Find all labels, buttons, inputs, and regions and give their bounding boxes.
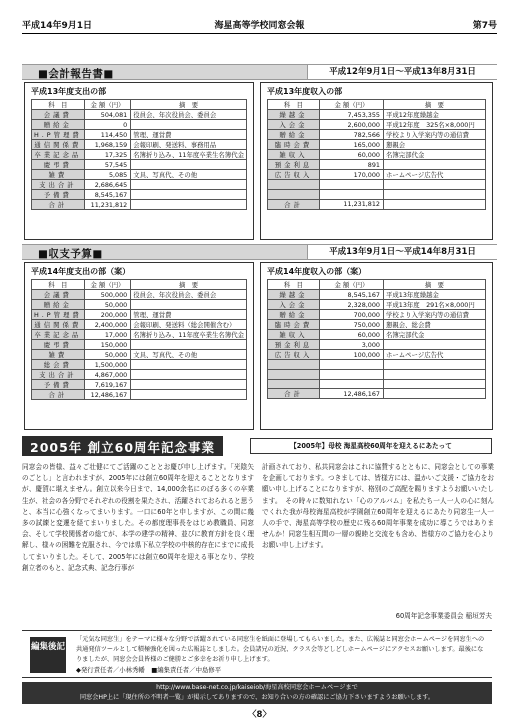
note-cell: 名簿折り込み、11年度卒業生名簿代金 xyxy=(131,330,247,340)
table-row xyxy=(268,360,486,370)
table-row xyxy=(32,310,247,320)
item-cell: H.P管理費 xyxy=(32,310,85,320)
item-cell: 合計 xyxy=(268,199,320,209)
expense-2014-table xyxy=(31,279,247,400)
amount-cell: 4,867,000 xyxy=(84,370,130,380)
item-cell: 入会金 xyxy=(268,300,320,310)
section-accounting-bar xyxy=(22,64,497,80)
note-cell: ホームページ広告代 xyxy=(384,350,486,360)
note-cell: 名簿完部代金 xyxy=(384,150,486,160)
note-cell: 平成13年度 291名×8,000円 xyxy=(384,300,486,310)
editor-notes-text: 「元気な同窓生」をテーマに様々な分野で活躍されている同窓生を紙面に登場してもらいました。また、広報誌と同窓会ホームページを同窓生への共通発信ツールとして積極強化を図った広報誌としました。会員諸兄の近況、クラス会等どしどしホームページにアクセスお願いします。最後になりましたが、同窓会会員皆様のご健勝とご多幸をお祈り申し上げます。 xyxy=(76,636,485,663)
amount-cell: 500,000 xyxy=(84,290,130,300)
amount-cell: 50,000 xyxy=(84,300,130,310)
table-row xyxy=(268,310,486,320)
column-header: 摘 要 xyxy=(384,280,486,290)
note-cell: 懇親会 xyxy=(384,140,486,150)
issue-date: 平成14年9月1日 xyxy=(22,21,93,31)
footer-url[interactable]: http://www.base-net.co.jp/kaiseiob/海星高校同窓会ホームページまで xyxy=(156,684,358,691)
item-cell: 贈給金 xyxy=(32,300,85,310)
column-header: 金 額（円） xyxy=(320,100,384,110)
note-cell xyxy=(131,340,247,350)
note-cell: 会報印刷、発送料（総会開催含む） xyxy=(131,320,247,330)
item-cell: 繰越金 xyxy=(268,110,320,120)
event-text-right: 計画されており、私共同窓会はこれに協賛するとともに、同窓会としての事業を企画しております。つきましては、皆様方には、温かいご支援・ご協力をお願い申し上げることになりますが、格別のご高配を賜りますようお願いいたします。 その時々に数知れない「心のアルバム」を私たち一人一人の心に刻んでくれた我が母校海星高校が学園創立60周年を迎えるにあたり同窓生一人一人の手で、海星高等学校の歴史に残る60周年事業を成功に導こうではありませんか！同窓生相互間の一層の親睦と交流をも含め、皆様方のご協力を心よりお願い申し上げます。 xyxy=(262,463,494,550)
item-cell: 通信関係費 xyxy=(32,140,85,150)
income-2014-box xyxy=(260,262,493,430)
amount-cell: 7,453,355 xyxy=(320,110,384,120)
item-cell: 総会費 xyxy=(32,360,85,370)
event-header xyxy=(22,436,492,456)
table-row xyxy=(268,320,486,330)
section-accounting-title: ■会計報告書■ xyxy=(38,68,114,80)
column-header: 科 目 xyxy=(32,100,85,110)
income-2014-table xyxy=(267,279,486,399)
item-cell: 支出合計 xyxy=(32,180,85,190)
note-cell xyxy=(131,380,247,390)
item-cell xyxy=(268,360,320,370)
amount-cell: 700,000 xyxy=(320,310,384,320)
newsletter-title: 海星高等学校同窓会報 xyxy=(214,21,305,31)
income-2013-table xyxy=(267,99,486,210)
item-cell xyxy=(268,180,320,190)
section-budget-title: ■収支予算■ xyxy=(38,248,103,260)
table-row xyxy=(268,120,486,130)
amount-cell xyxy=(320,180,384,190)
note-cell: 会報印刷、発送料、事務用品 xyxy=(131,140,247,150)
table-row xyxy=(268,199,486,209)
table-row xyxy=(32,380,247,390)
amount-cell: 165,000 xyxy=(320,140,384,150)
expense-2013-title: 平成13年度支出の部 xyxy=(31,87,107,96)
note-cell: 役員会、年次役員会、委員会 xyxy=(131,290,247,300)
note-cell xyxy=(131,160,247,170)
event-text-left: 同窓会の皆様、益々ご壮健にてご活躍のこととお慶び申し上げます。「光陰矢のごとし」と言われますが、2005年には創立60周年を迎えることとなりますが、慶賀に堪えません。創立以来今日まで、14,000余名にのぼる多くの卒業生が、社会の各分野でそれぞれの役割を果たされ、活躍されておられると思うと、本当に心強くなってまいります。一口に60年と申しますが、この間に幾多の試練と変遷を経てまいりました。その都度理事長をはじめ教職員、同窓会、そして学校関係者の総てが、本学の建学の精神、並びに教育方針を良く理解し、様々の困難を克服され、今では県下私立学校の中核的存在にまでに成長してまいりました。そして、2005年には創立60周年を迎える事となり、学校創立者のもと、記念式典、記念行事が xyxy=(22,463,254,572)
table-row xyxy=(32,390,247,400)
expense-2014-box xyxy=(24,262,254,430)
item-cell: 贈給金 xyxy=(268,130,320,140)
table-row xyxy=(32,320,247,330)
note-cell: 名簿完部代金 xyxy=(384,330,486,340)
item-cell: 合計 xyxy=(32,200,85,210)
table-header-row xyxy=(32,100,247,110)
note-cell: 懇親会、総会費 xyxy=(384,320,486,330)
table-row xyxy=(268,140,486,150)
note-cell xyxy=(131,360,247,370)
note-cell xyxy=(384,360,486,370)
footer-banner xyxy=(22,682,492,704)
table-row xyxy=(268,170,486,180)
expense-2013-table xyxy=(31,99,247,210)
item-cell: 臨時会費 xyxy=(268,320,320,330)
item-cell: 卒業記念品 xyxy=(32,150,85,160)
note-cell xyxy=(131,370,247,380)
event-signature: 60周年記念事業委員会 稲垣芳夫 xyxy=(395,612,492,620)
table-row xyxy=(32,360,247,370)
item-cell: 慶弔費 xyxy=(32,160,85,170)
note-cell xyxy=(131,190,247,200)
note-cell: 平成12年度繰越金 xyxy=(384,110,486,120)
event-subtitle: 【2005年】母校 海星高校60周年を迎えるにあたって xyxy=(250,438,492,454)
item-cell: 預金利息 xyxy=(268,340,320,350)
table-row xyxy=(268,110,486,120)
table-row xyxy=(32,300,247,310)
item-cell: 雑費 xyxy=(32,350,85,360)
table-row xyxy=(32,170,247,180)
section-budget-period: 平成13年9月1日～平成14年8月31日 xyxy=(307,245,497,259)
section-accounting-period: 平成12年9月1日～平成13年8月31日 xyxy=(307,65,497,79)
amount-cell: 1,968,159 xyxy=(84,140,130,150)
table-row xyxy=(32,290,247,300)
table-row xyxy=(268,180,486,190)
table-row xyxy=(32,340,247,350)
item-cell: 会議費 xyxy=(32,110,85,120)
item-cell: 入会金 xyxy=(268,120,320,130)
amount-cell: 2,600,000 xyxy=(320,120,384,130)
amount-cell: 12,486,167 xyxy=(320,389,384,399)
table-row xyxy=(32,180,247,190)
column-header: 摘 要 xyxy=(131,100,247,110)
note-cell xyxy=(384,369,486,379)
amount-cell: 200,000 xyxy=(84,310,130,320)
table-header-row xyxy=(268,280,486,290)
note-cell: 学校より入学案内等の通信費 xyxy=(384,310,486,320)
item-cell: 合計 xyxy=(268,389,320,399)
note-cell xyxy=(384,199,486,209)
note-cell: 管理、運営費 xyxy=(131,310,247,320)
item-cell xyxy=(268,189,320,199)
item-cell: H.P管理費 xyxy=(32,130,85,140)
note-cell xyxy=(384,340,486,350)
page-number: 〈8〉 xyxy=(248,710,271,720)
amount-cell: 57,545 xyxy=(84,160,130,170)
note-cell xyxy=(131,300,247,310)
table-row xyxy=(32,140,247,150)
table-row xyxy=(268,379,486,389)
editor-credits: ◆発行責任者／小林秀幡 ■編集責任者／中島修平 xyxy=(76,666,222,674)
table-header-row xyxy=(268,100,486,110)
income-2013-box xyxy=(260,82,493,240)
table-row xyxy=(32,110,247,120)
amount-cell xyxy=(320,189,384,199)
note-cell xyxy=(131,390,247,400)
table-row xyxy=(268,340,486,350)
amount-cell: 504,081 xyxy=(84,110,130,120)
note-cell xyxy=(384,189,486,199)
item-cell: 支出合計 xyxy=(32,370,85,380)
item-cell: 臨時会費 xyxy=(268,140,320,150)
amount-cell: 8,545,167 xyxy=(320,290,384,300)
table-row xyxy=(32,160,247,170)
amount-cell: 750,000 xyxy=(320,320,384,330)
note-cell xyxy=(131,180,247,190)
table-row xyxy=(32,190,247,200)
amount-cell: 891 xyxy=(320,160,384,170)
item-cell: 預金利息 xyxy=(268,160,320,170)
column-header: 金 額（円） xyxy=(84,280,130,290)
amount-cell xyxy=(320,360,384,370)
table-row xyxy=(268,369,486,379)
column-header: 金 額（円） xyxy=(84,100,130,110)
item-cell: 通信関係費 xyxy=(32,320,85,330)
amount-cell: 17,325 xyxy=(84,150,130,160)
table-row xyxy=(32,370,247,380)
note-cell xyxy=(384,180,486,190)
note-cell: 平成13年度繰越金 xyxy=(384,290,486,300)
amount-cell: 17,000 xyxy=(84,330,130,340)
note-cell xyxy=(131,200,247,210)
amount-cell: 5,085 xyxy=(84,170,130,180)
item-cell: 合計 xyxy=(32,390,85,400)
table-row xyxy=(32,350,247,360)
amount-cell: 2,328,000 xyxy=(320,300,384,310)
item-cell xyxy=(268,379,320,389)
amount-cell: 1,500,000 xyxy=(84,360,130,370)
table-row xyxy=(32,150,247,160)
amount-cell xyxy=(320,369,384,379)
note-cell xyxy=(384,389,486,399)
editor-notes-tag: 編集後記 xyxy=(30,637,66,673)
amount-cell: 8,545,167 xyxy=(84,190,130,200)
note-cell: 文具、写真代、その他 xyxy=(131,350,247,360)
item-cell: 贈給金 xyxy=(268,310,320,320)
item-cell: 雑収入 xyxy=(268,150,320,160)
column-header: 金 額（円） xyxy=(320,280,384,290)
note-cell: 管理、運営費 xyxy=(131,130,247,140)
note-cell: 文具、写真代、その他 xyxy=(131,170,247,180)
table-row xyxy=(268,189,486,199)
amount-cell: 11,231,812 xyxy=(84,200,130,210)
table-row xyxy=(268,160,486,170)
section-budget-bar xyxy=(22,244,497,260)
amount-cell: 0 xyxy=(84,120,130,130)
amount-cell: 50,000 xyxy=(84,350,130,360)
table-row xyxy=(268,300,486,310)
table-row xyxy=(268,330,486,340)
item-cell: 予備費 xyxy=(32,380,85,390)
item-cell: 慶弔費 xyxy=(32,340,85,350)
amount-cell: 150,000 xyxy=(84,340,130,350)
item-cell: 卒業記念品 xyxy=(32,330,85,340)
footer-note: 同窓会HP上に「現住所の不明者一覧」が掲示してありますので、お知り合いの方の確認にご協力下さいますようお願いします。 xyxy=(79,694,435,701)
amount-cell: 782,566 xyxy=(320,130,384,140)
item-cell: 贈給金 xyxy=(32,120,85,130)
item-cell: 雑費 xyxy=(32,170,85,180)
amount-cell: 7,619,167 xyxy=(84,380,130,390)
expense-2014-title: 平成14年度支出の部（案） xyxy=(31,267,131,276)
table-row xyxy=(32,200,247,210)
note-cell: ホームページ広告代 xyxy=(384,170,486,180)
income-2014-title: 平成14年度収入の部（案） xyxy=(267,267,367,276)
note-cell: 役員会、年次役員会、委員会 xyxy=(131,110,247,120)
page-header xyxy=(22,18,497,32)
amount-cell: 12,486,167 xyxy=(84,390,130,400)
column-header: 摘 要 xyxy=(384,100,486,110)
item-cell: 予備費 xyxy=(32,190,85,200)
item-cell: 繰越金 xyxy=(268,290,320,300)
amount-cell: 100,000 xyxy=(320,350,384,360)
item-cell: 会議費 xyxy=(32,290,85,300)
table-header-row xyxy=(32,280,247,290)
income-2013-title: 平成13年度収入の部 xyxy=(267,87,343,96)
item-cell: 広告収入 xyxy=(268,170,320,180)
item-cell: 雑収入 xyxy=(268,330,320,340)
amount-cell: 11,231,812 xyxy=(320,199,384,209)
issue-number: 第7号 xyxy=(472,21,497,31)
item-cell xyxy=(268,369,320,379)
editor-notes xyxy=(22,630,492,678)
note-cell xyxy=(384,379,486,389)
amount-cell: 60,000 xyxy=(320,330,384,340)
table-row xyxy=(268,350,486,360)
amount-cell: 170,000 xyxy=(320,170,384,180)
table-row xyxy=(32,130,247,140)
amount-cell xyxy=(320,379,384,389)
note-cell: 学校より入学案内等の通信費 xyxy=(384,130,486,140)
header-rule xyxy=(22,33,497,34)
amount-cell: 114,450 xyxy=(84,130,130,140)
note-cell: 平成12年度 325名×8,000円 xyxy=(384,120,486,130)
column-header: 科 目 xyxy=(32,280,85,290)
column-header: 科 目 xyxy=(268,100,320,110)
table-row xyxy=(268,130,486,140)
item-cell: 広告収入 xyxy=(268,350,320,360)
amount-cell: 3,000 xyxy=(320,340,384,350)
column-header: 科 目 xyxy=(268,280,320,290)
note-cell xyxy=(131,120,247,130)
expense-2013-box xyxy=(24,82,254,240)
column-header: 摘 要 xyxy=(131,280,247,290)
note-cell xyxy=(384,160,486,170)
table-row xyxy=(268,290,486,300)
note-cell: 名簿折り込み、11年度卒業生名簿代金 xyxy=(131,150,247,160)
table-row xyxy=(268,389,486,399)
table-row xyxy=(32,330,247,340)
table-row xyxy=(32,120,247,130)
amount-cell: 60,000 xyxy=(320,150,384,160)
amount-cell: 2,686,645 xyxy=(84,180,130,190)
event-title: 2005年 創立60周年記念事業 xyxy=(22,436,223,456)
amount-cell: 2,400,000 xyxy=(84,320,130,330)
table-row xyxy=(268,150,486,160)
